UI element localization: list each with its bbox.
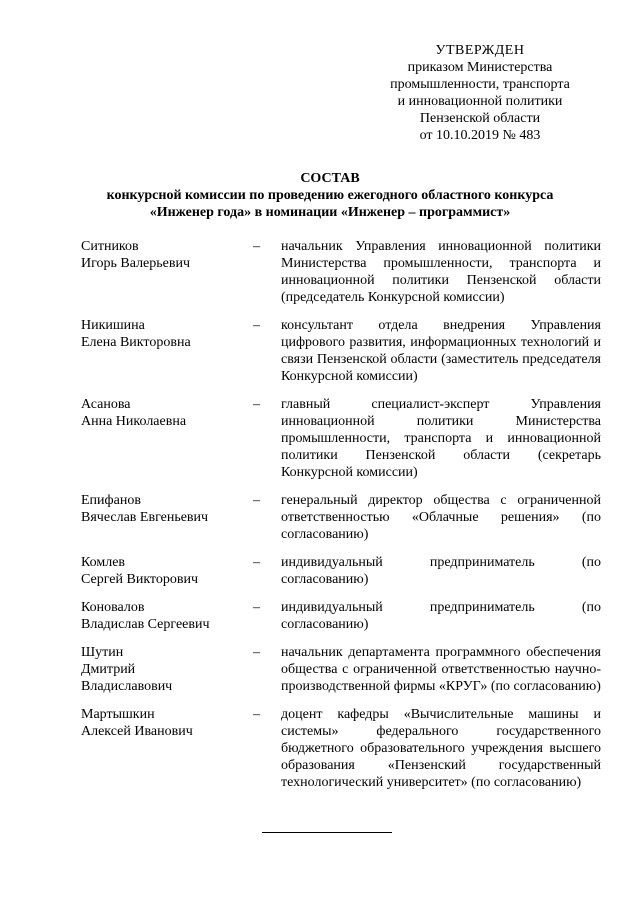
approval-line: Пензенской области [419, 111, 541, 126]
separator-dash: – [253, 600, 260, 615]
member-given-name: Елена Викторовна [81, 335, 191, 350]
member-given-name: Сергей Викторович [81, 572, 199, 587]
member-row [81, 317, 601, 385]
commission-members-list [81, 238, 601, 802]
member-row [81, 644, 601, 695]
separator-dash: – [253, 555, 260, 570]
member-name [81, 599, 253, 633]
member-given-name: Алексей Иванович [81, 724, 193, 739]
separator-dash: – [253, 397, 260, 412]
member-row [81, 396, 601, 481]
heading-line: «Инженер года» в номинации «Инженер – программист» [149, 205, 511, 220]
member-role: индивидуальный предприниматель (по согласованию) [281, 555, 601, 587]
document-heading [60, 170, 600, 221]
separator-dash: – [253, 707, 260, 722]
member-role: начальник Управления инновационной политики Министерства промышленности, транспорта и инновационной политики Пензенской области (председатель Конкурсной комиссии) [281, 239, 601, 305]
member-given-name: Дмитрий [81, 662, 136, 677]
member-role: генеральный директор общества с ограниченной ответственностью «Облачные решения» (по согласованию) [281, 493, 601, 542]
member-patronymic: Владиславович [81, 679, 173, 694]
member-given-name: Владислав Сергеевич [81, 617, 210, 632]
member-surname: Комлев [81, 555, 126, 570]
member-name [81, 317, 253, 385]
member-name [81, 492, 253, 543]
closing-divider [262, 832, 392, 833]
member-name [81, 396, 253, 481]
member-surname: Мартышкин [81, 707, 155, 722]
member-row [81, 706, 601, 791]
member-surname: Ситников [81, 239, 139, 254]
member-role: индивидуальный предприниматель (по согласованию) [281, 600, 601, 632]
separator-dash: – [253, 493, 260, 508]
member-given-name: Игорь Валерьевич [81, 256, 191, 271]
member-name [81, 706, 253, 791]
approval-title: УТВЕРЖДЕН [435, 43, 525, 58]
member-surname: Шутин [81, 645, 124, 660]
member-role: доцент кафедры «Вычислительные машины и системы» федерального государственного бюджетного образовательного учреждения высшего образования «Пензенский государственный технологический университет» (по согласованию) [281, 707, 601, 790]
member-surname: Никишина [81, 318, 145, 333]
approval-stamp [380, 42, 580, 144]
member-row [81, 599, 601, 633]
member-row [81, 492, 601, 543]
member-role: главный специалист-эксперт Управления инновационной политики Министерства промышленности, транспорта и инновационной политики Пензенской области (секретарь Конкурсной комиссии) [281, 397, 601, 480]
heading-line: конкурсной комиссии по проведению ежегодного областного конкурса [106, 188, 554, 203]
member-row [81, 238, 601, 306]
member-name [81, 644, 253, 695]
heading-title: СОСТАВ [300, 171, 360, 186]
member-given-name: Анна Николаевна [81, 414, 187, 429]
approval-line: промышленности, транспорта [390, 77, 570, 92]
member-surname: Коновалов [81, 600, 145, 615]
separator-dash: – [253, 645, 260, 660]
approval-line: от 10.10.2019 № 483 [419, 128, 541, 143]
separator-dash: – [253, 239, 260, 254]
member-name [81, 554, 253, 588]
approval-line: и инновационной политики [397, 94, 563, 109]
member-role: начальник департамента программного обеспечения общества с ограниченной ответственностью научно-производственной фирмы «КРУГ» (по согласованию) [281, 645, 601, 694]
separator-dash: – [253, 318, 260, 333]
member-role: консультант отдела внедрения Управления цифрового развития, информационных технологий и связи Пензенской области (заместитель председателя Конкурсной комиссии) [281, 318, 601, 384]
member-row [81, 554, 601, 588]
approval-line: приказом Министерства [407, 60, 553, 75]
member-surname: Епифанов [81, 493, 141, 508]
member-surname: Асанова [81, 397, 131, 412]
member-name [81, 238, 253, 306]
member-given-name: Вячеслав Евгеньевич [81, 510, 209, 525]
